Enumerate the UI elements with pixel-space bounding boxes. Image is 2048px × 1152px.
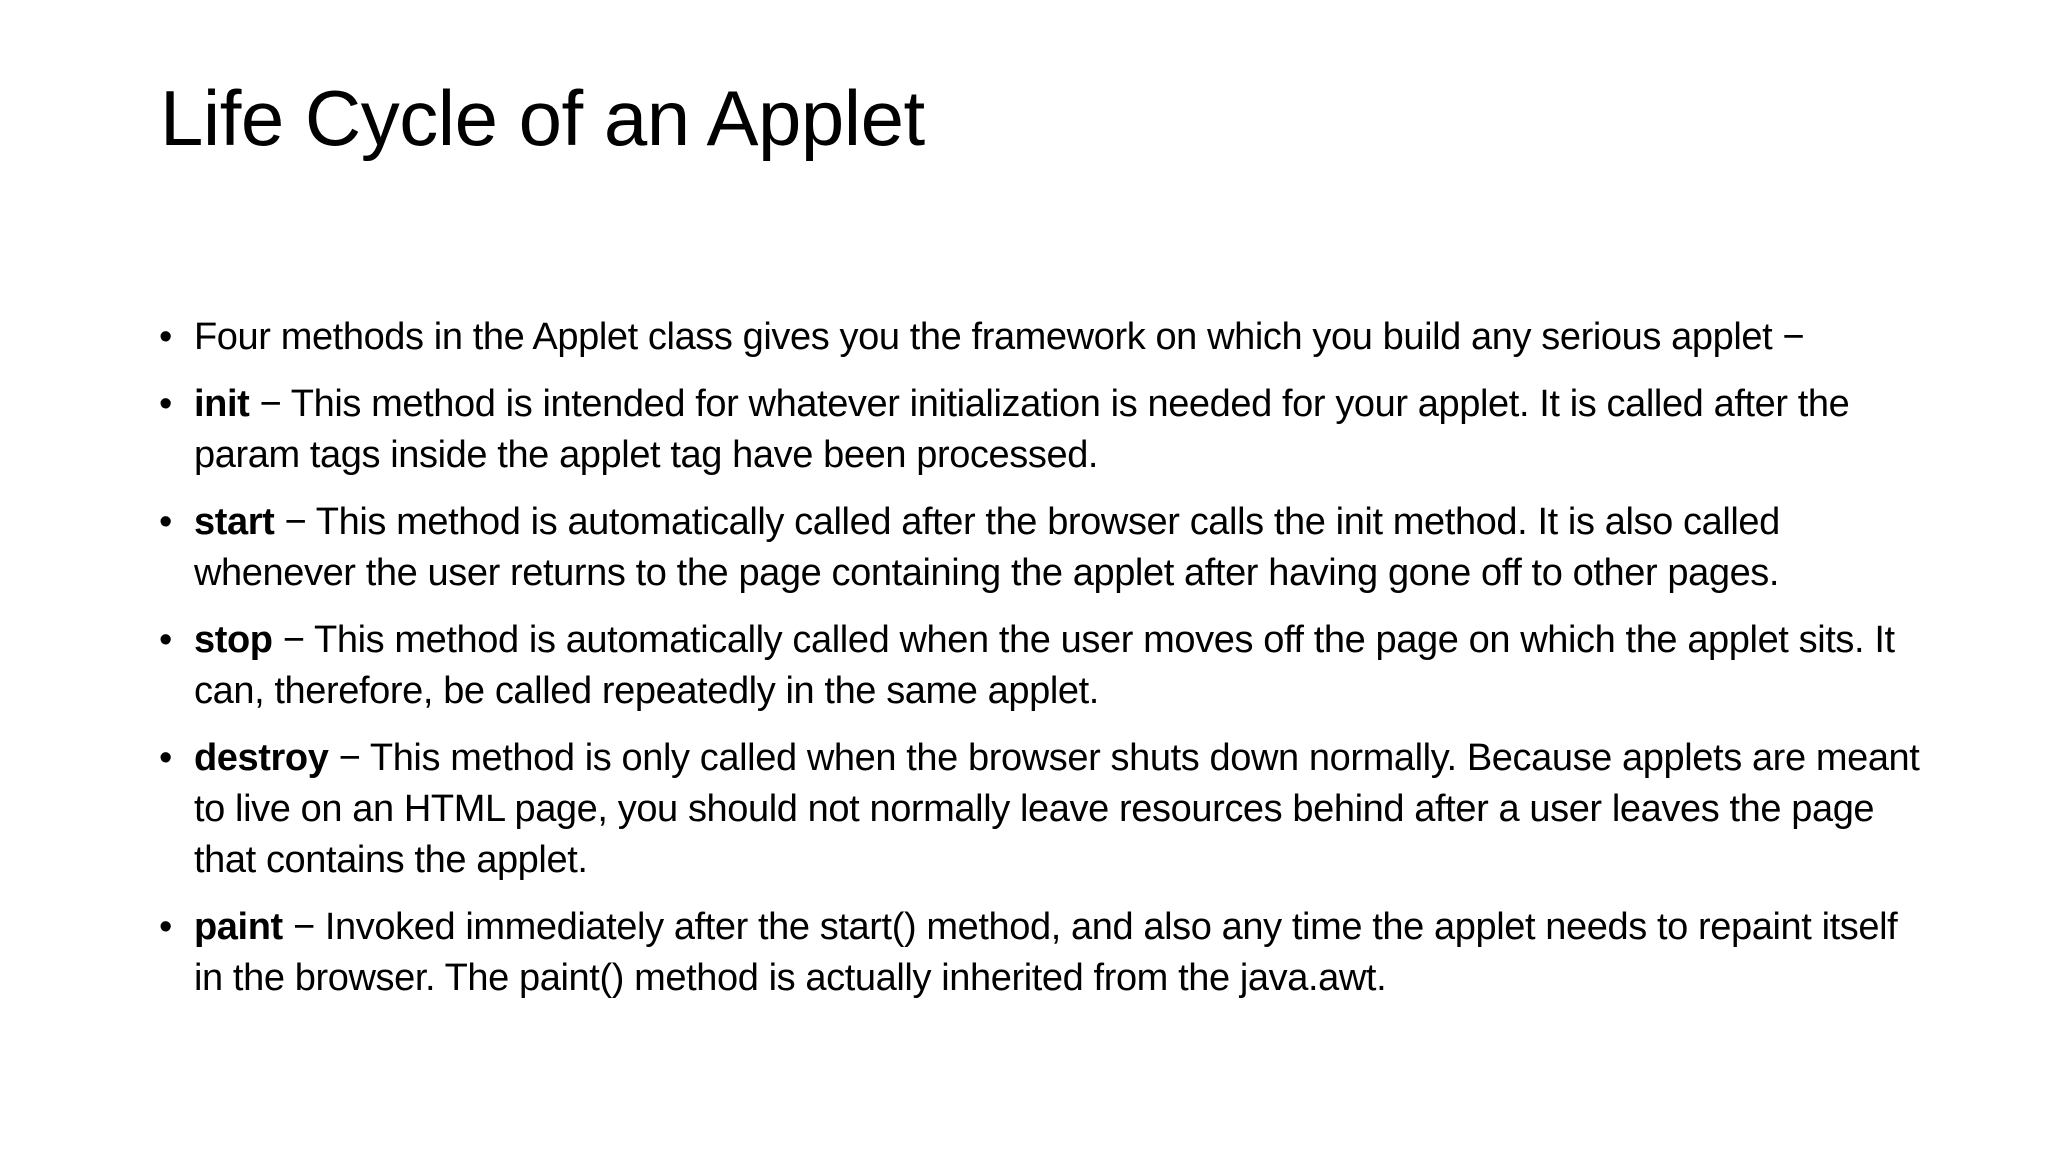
bullet-item-init [155,379,1925,481]
bullet-icon: • [159,737,172,779]
bullet-text: − This method is automatically called after the browser calls the init method. It is also called whenever the user returns to the page containing the applet after having gone off to other pages. [194,501,1780,594]
bullet-item-destroy [155,733,1925,886]
bullet-item-stop [155,615,1925,717]
bullet-item-paint [155,902,1925,1004]
bullet-item-start [155,497,1925,599]
bullet-text: − This method is only called when the browser shuts down normally. Because applets are meant to live on an HTML page, you should not normally leave resources behind after a user leaves the page that contains the applet. [194,737,1920,881]
bullet-text: − This method is automatically called when the user moves off the page on which the applet sits. It can, therefore, be called repeatedly in the same applet. [194,619,1895,712]
bullet-item-intro [155,312,1925,363]
bullet-icon: • [159,383,172,425]
slide-title: Life Cycle of an Applet [160,74,925,162]
bullet-icon: • [159,906,172,948]
bullet-icon: • [159,316,172,358]
bullet-text: − Invoked immediately after the start() method, and also any time the applet needs to repaint itself in the browser. The paint() method is actually inherited from the java.awt. [194,906,1898,999]
bullet-list [155,312,1925,1020]
bullet-text: Four methods in the Applet class gives you the framework on which you build any serious applet − [194,316,1805,358]
bullet-term: destroy [194,737,329,779]
bullet-term: start [194,501,275,543]
bullet-term: init [194,383,250,425]
bullet-term: paint [194,906,283,948]
bullet-icon: • [159,501,172,543]
bullet-text: − This method is intended for whatever initialization is needed for your applet. It is called after the param tags inside the applet tag have been processed. [194,383,1850,476]
bullet-icon: • [159,619,172,661]
bullet-term: stop [194,619,273,661]
